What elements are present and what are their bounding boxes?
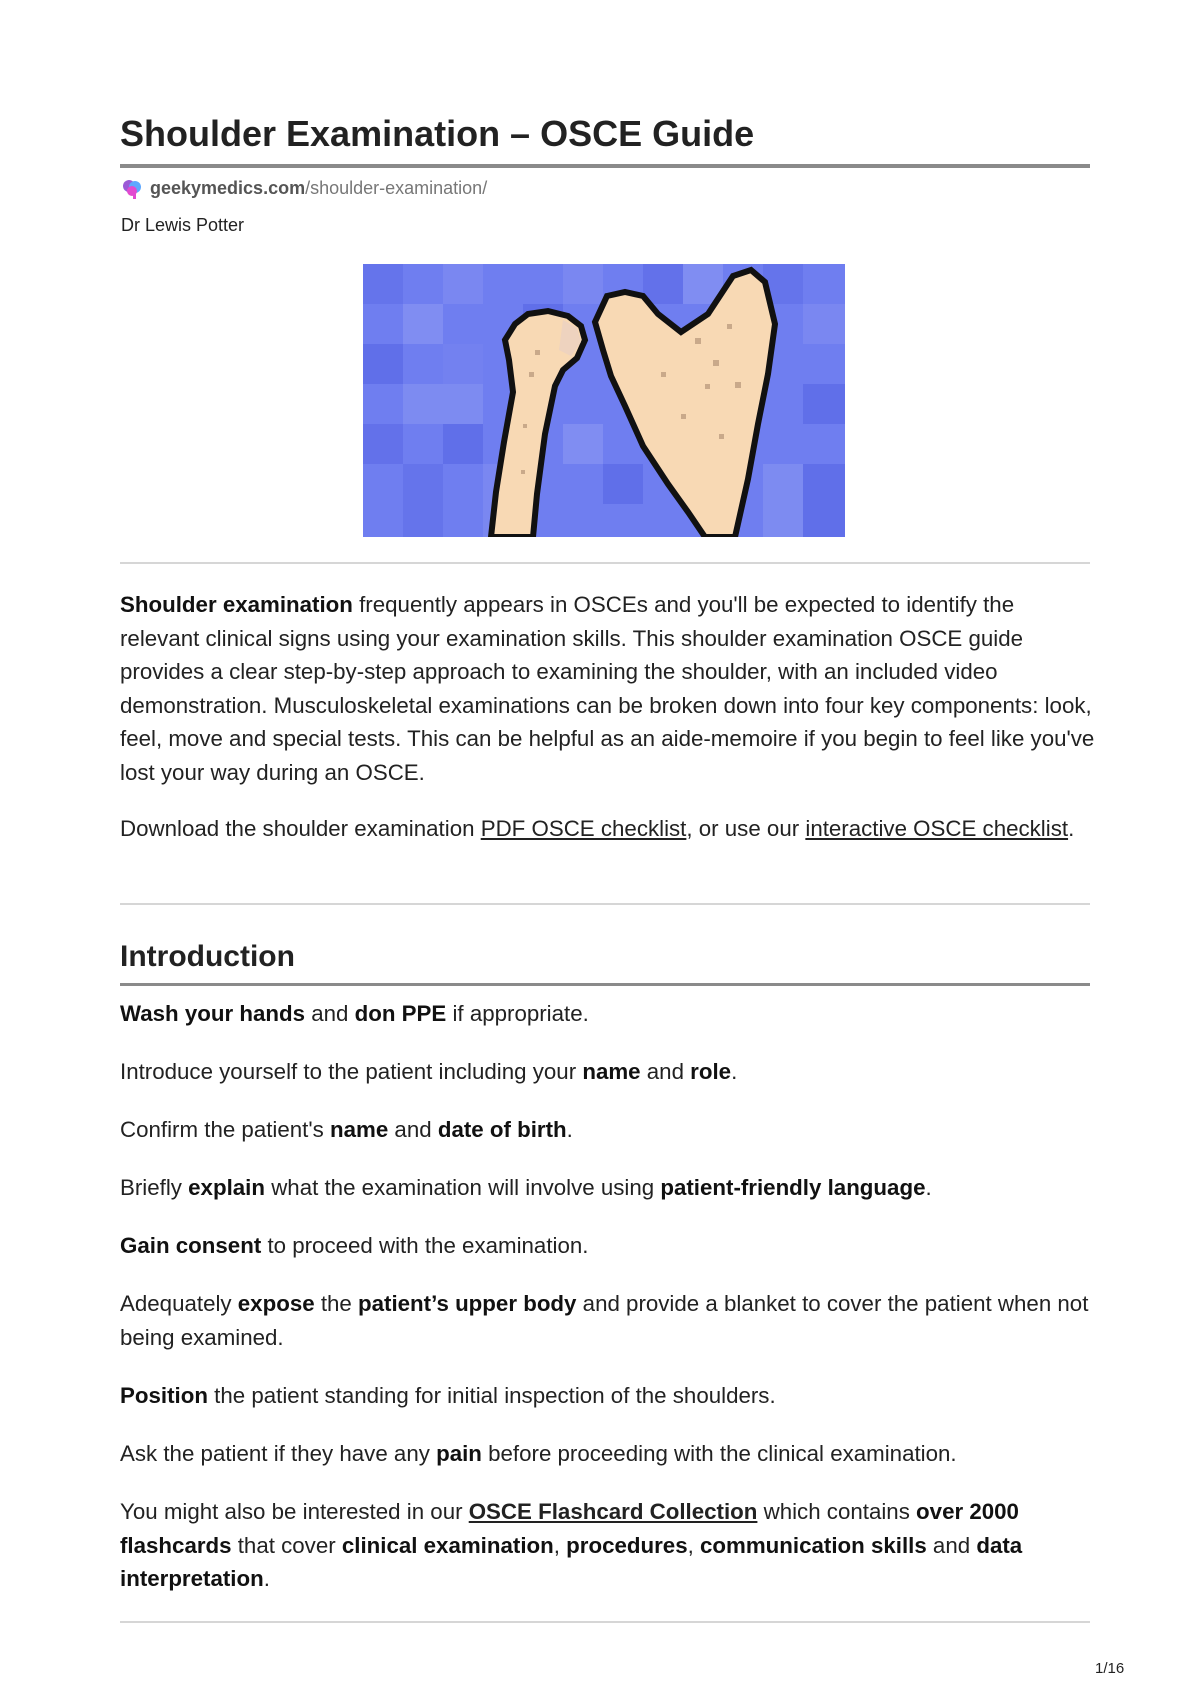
step-text: if appropriate. <box>446 1001 589 1026</box>
divider-middle <box>120 903 1090 905</box>
bold-term: name <box>582 1059 641 1084</box>
step-text: Briefly <box>120 1175 189 1200</box>
shoulder-bones-hero-image <box>363 264 845 537</box>
step-text: You might also be interested in our <box>120 1499 469 1524</box>
step-text: and <box>388 1117 438 1142</box>
article-title: Shoulder Examination – OSCE Guide <box>120 112 1090 168</box>
step-text: and <box>305 1001 355 1026</box>
step-wash-hands <box>120 997 1095 1031</box>
download-text-mid: , or use our <box>686 816 806 841</box>
bold-term: Position <box>120 1383 208 1408</box>
intro-paragraph <box>120 588 1095 789</box>
step-text: . <box>566 1117 573 1142</box>
step-text: , <box>687 1532 700 1558</box>
bold-term: name <box>329 1117 389 1142</box>
step-text: to proceed with the examination. <box>261 1233 589 1258</box>
intro-text: frequently appears in OSCEs and you'll be expected to identify the relevant clinical signs using your examination skills. This shoulder examination OSCE guide provides a clear step-by-step approach to examining the shoulder, with an included video demonstration. Musculoskeletal examinations can be broken down into four key components: look, feel, move and special tests. This can be helpful as an aide-memoire if you begin to feel like you've lost your way during an OSCE. <box>120 592 1095 785</box>
step-position <box>120 1379 1095 1413</box>
bold-term: date of birth <box>437 1117 567 1142</box>
download-text: Download the shoulder examination <box>120 816 481 841</box>
intro-bold-lead: Shoulder examination <box>120 592 353 617</box>
bold-term: pain <box>436 1441 482 1466</box>
introduction-heading: Introduction <box>120 937 1090 986</box>
divider-bottom <box>120 1621 1090 1623</box>
author-name: Dr Lewis Potter <box>121 215 245 235</box>
step-ask-pain <box>120 1437 1095 1471</box>
step-explain <box>120 1171 1095 1205</box>
step-text: before proceeding with the clinical examination. <box>481 1441 957 1466</box>
download-text-end: . <box>1068 816 1075 841</box>
source-domain[interactable]: geekymedics.com <box>150 178 306 198</box>
step-text: . <box>263 1566 270 1591</box>
bold-term: patient’s upper body <box>358 1291 577 1316</box>
step-text: that cover <box>231 1532 342 1558</box>
step-text: Introduce yourself to the patient including your <box>120 1059 583 1084</box>
step-text: , <box>553 1532 567 1558</box>
bold-term: clinical examination <box>341 1532 554 1558</box>
flashcard-collection-link[interactable]: OSCE Flashcard Collection <box>468 1499 758 1524</box>
step-text: the patient standing for initial inspection of the shoulders. <box>207 1383 776 1408</box>
step-text: the <box>314 1291 359 1316</box>
step-text: Ask the patient if they have any <box>120 1441 437 1466</box>
bold-term: Gain consent <box>120 1233 262 1258</box>
bold-term: expose <box>237 1291 315 1316</box>
step-text: . <box>925 1175 932 1200</box>
bold-term: explain <box>188 1175 265 1200</box>
page-number: 1/16 <box>1095 1660 1125 1677</box>
bold-term: over 2000 flashcards <box>120 1499 1019 1558</box>
step-text: Confirm the patient's <box>120 1117 330 1142</box>
bold-term: Wash your hands <box>120 1001 306 1026</box>
divider-top <box>120 562 1090 564</box>
step-text: . <box>731 1059 738 1084</box>
source-line[interactable] <box>120 176 487 200</box>
bold-term: role <box>690 1059 732 1084</box>
step-text: which contains <box>757 1499 917 1524</box>
bold-term: communication skills <box>699 1532 927 1558</box>
step-confirm-identity <box>120 1113 1095 1147</box>
download-paragraph <box>120 812 1095 846</box>
flashcard-promo <box>120 1495 1095 1596</box>
pdf-checklist-link[interactable]: PDF OSCE checklist <box>480 816 687 841</box>
geekymedics-brain-icon <box>120 178 144 200</box>
bold-term: data interpretation <box>120 1532 1023 1591</box>
step-expose <box>120 1287 1095 1354</box>
source-path[interactable]: /shoulder-examination/ <box>305 178 488 198</box>
step-gain-consent <box>120 1229 1095 1263</box>
interactive-checklist-link[interactable]: interactive OSCE checklist <box>805 816 1069 841</box>
step-text: and <box>640 1059 691 1084</box>
bold-term: patient-friendly language <box>660 1175 926 1200</box>
step-text: Adequately <box>120 1291 238 1316</box>
bold-term: don PPE <box>354 1001 447 1026</box>
step-introduce <box>120 1055 1095 1089</box>
bold-term: procedures <box>566 1532 688 1558</box>
step-text: and <box>926 1532 977 1558</box>
step-text: and provide a blanket to cover the patient when not being examined. <box>120 1291 1089 1350</box>
step-text: what the examination will involve using <box>265 1175 661 1200</box>
